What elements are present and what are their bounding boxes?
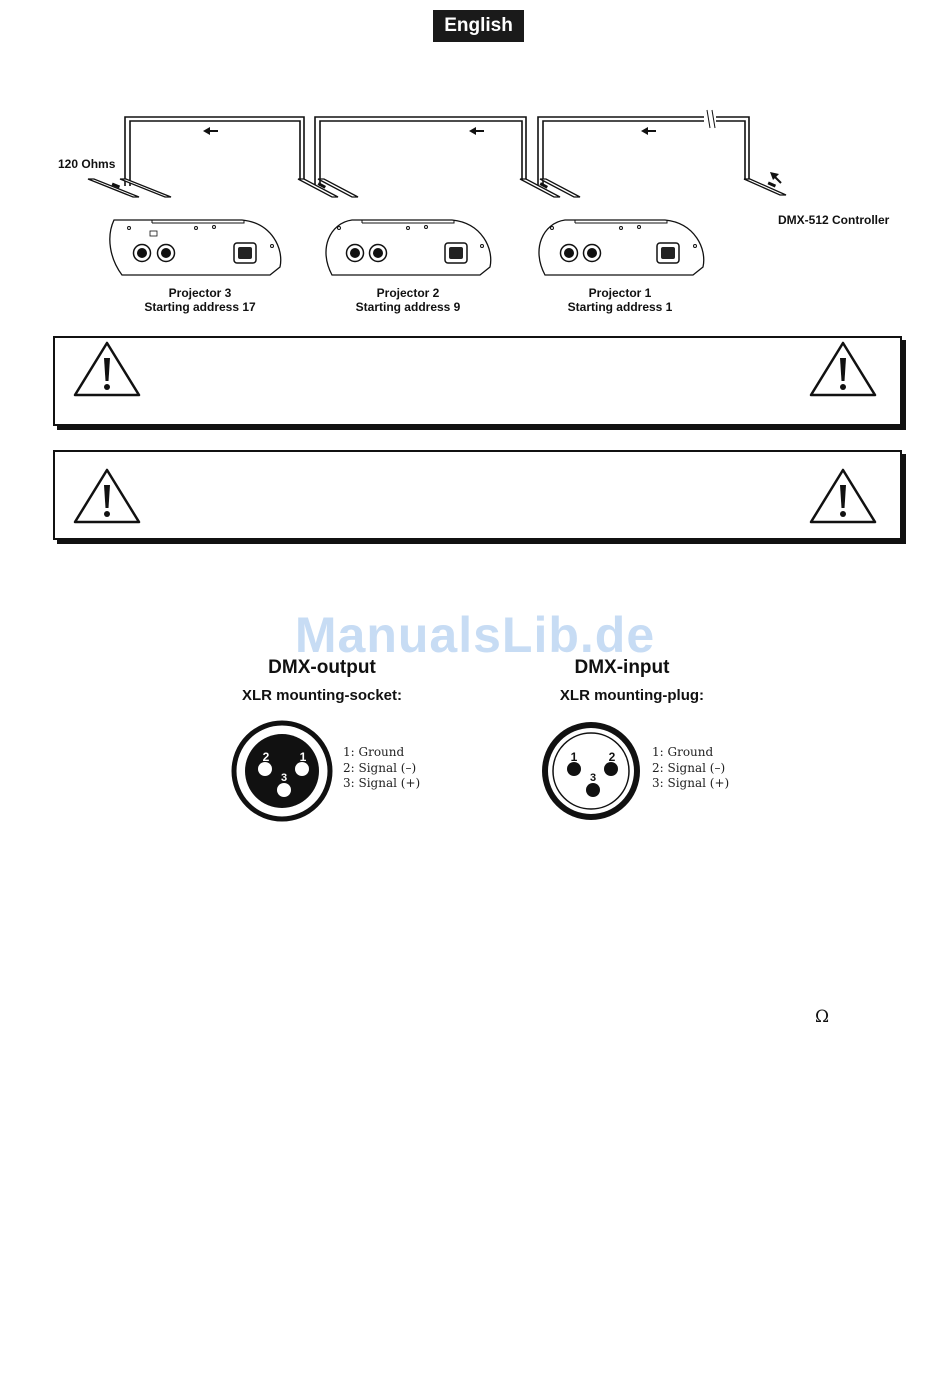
- projector-address: Starting address 1: [567, 300, 673, 314]
- dmx-input-pin-list: [652, 745, 729, 792]
- xlr-plug: [520, 179, 560, 197]
- controller-label: DMX-512 Controller: [778, 213, 890, 227]
- pin-label: 2: Signal (–): [343, 760, 417, 775]
- xlr-plug-diagram: [539, 717, 644, 825]
- projector-1-caption: [530, 286, 710, 314]
- dmx-cable: [125, 117, 304, 186]
- warning-triangle-icon: [809, 467, 877, 525]
- dmx-input-title: DMX-input: [574, 657, 670, 678]
- pin-number: 1: [299, 750, 307, 764]
- dmx-output-subtitle: XLR mounting-socket:: [242, 687, 402, 704]
- dmx-output-pin-list: [343, 745, 420, 792]
- projector-panel: [539, 220, 704, 275]
- pin-number: 2: [262, 750, 270, 764]
- projector-3-caption: [110, 286, 290, 314]
- projector-name: Projector 1: [588, 286, 652, 300]
- pin-label: 3: Signal (+): [652, 776, 730, 790]
- dmx-input-subtitle: XLR mounting-plug:: [559, 687, 705, 704]
- pin-number: 1: [570, 750, 578, 764]
- xlr-socket-diagram: [230, 717, 335, 825]
- watermark: ManualsLib.de: [294, 607, 656, 663]
- warning-box: [53, 336, 902, 426]
- warning-triangle-icon: [73, 467, 141, 525]
- pin-number: 2: [608, 750, 616, 764]
- warning-triangle-icon: [73, 340, 141, 398]
- xlr-plug: [298, 179, 338, 197]
- dmx-cable: [538, 117, 704, 186]
- language-tab: English: [433, 10, 524, 42]
- pin-label: 1: Ground: [652, 745, 714, 759]
- pin-label: 3: Signal (+): [343, 776, 421, 790]
- projector-2-caption: [318, 286, 498, 314]
- warning-triangle-icon: [809, 340, 877, 398]
- projector-address: Starting address 9: [355, 300, 461, 314]
- projector-name: Projector 3: [168, 286, 232, 300]
- pin-number: 3: [589, 772, 597, 784]
- projector-address: Starting address 17: [144, 300, 256, 314]
- projector-name: Projector 2: [376, 286, 440, 300]
- pin-label: 2: Signal (–): [652, 760, 726, 775]
- warning-box: [53, 450, 902, 540]
- dmx-output-title: DMX-output: [268, 657, 376, 678]
- projector-panel: [110, 220, 281, 275]
- dmx-cable: [315, 117, 526, 186]
- ohm-symbol: Ω: [815, 1007, 830, 1027]
- pin-label: 1: Ground: [343, 745, 405, 759]
- dmx-wiring-diagram: [0, 90, 950, 290]
- terminator-label: 120 Ohms: [58, 157, 116, 171]
- projector-panel: [326, 220, 491, 275]
- pin-number: 3: [280, 772, 288, 784]
